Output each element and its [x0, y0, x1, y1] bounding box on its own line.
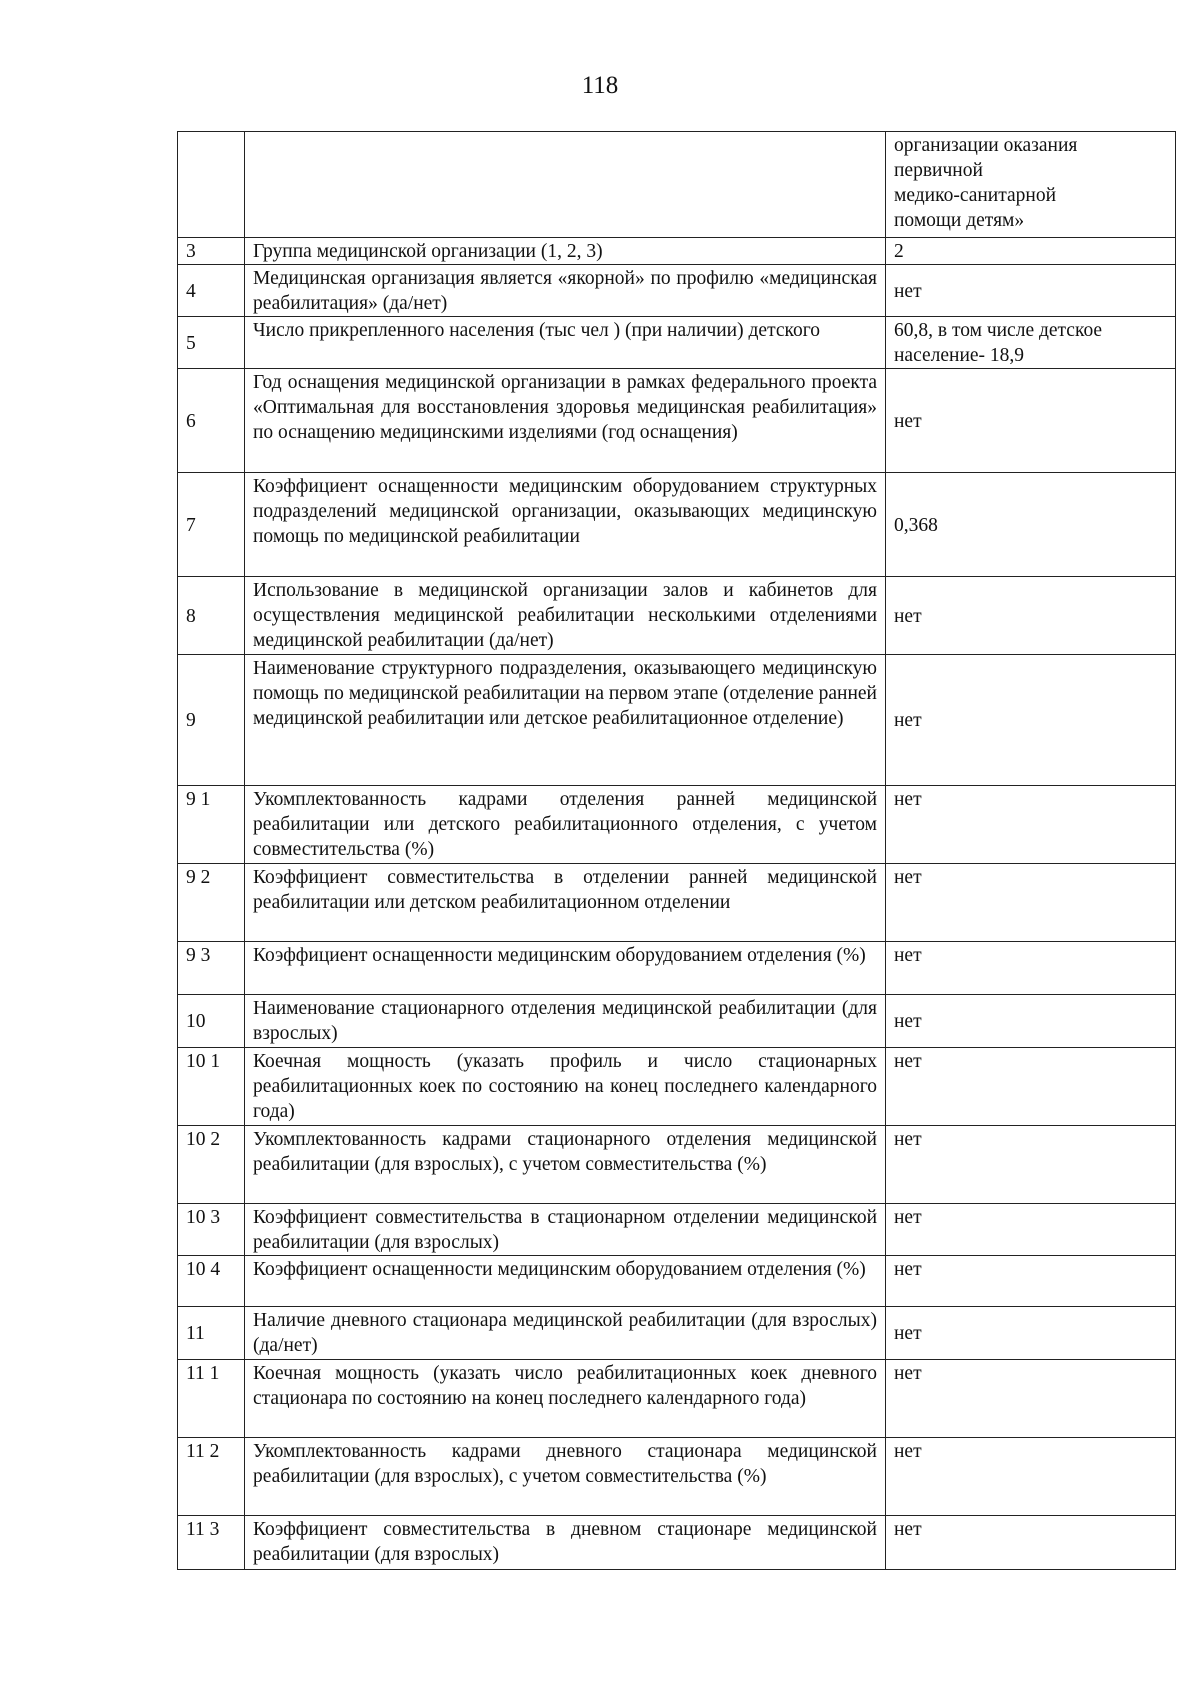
row-text: Использование в медицинской организации залов и кабинетов для осуществления медицинской реабилитации несколькими отделениями медицинской реабилитации (да/нет) [245, 577, 886, 655]
row-number: 9 2 [178, 864, 245, 942]
table-row [178, 1126, 1176, 1204]
row-value: 0,368 [886, 473, 1176, 577]
row-number: 10 2 [178, 1126, 245, 1204]
row-value: нет [886, 1438, 1176, 1516]
row-text: Медицинская организация является «якорной» по профилю «медицинская реабилитация» (да/нет) [245, 265, 886, 317]
row-number: 7 [178, 473, 245, 577]
row-value: нет [886, 1126, 1176, 1204]
row-number: 3 [178, 238, 245, 265]
table-row [178, 786, 1176, 864]
row-value: нет [886, 995, 1176, 1048]
row-value: нет [886, 1307, 1176, 1360]
row-number: 5 [178, 317, 245, 369]
table-row [178, 655, 1176, 786]
table-row [178, 317, 1176, 369]
row-text: Укомплектованность кадрами дневного стационара медицинской реабилитации (для взрослых), с учетом совместительства (%) [245, 1438, 886, 1516]
row-number: 11 [178, 1307, 245, 1360]
row-value: нет [886, 577, 1176, 655]
row-value: нет [886, 864, 1176, 942]
row-number: 10 [178, 995, 245, 1048]
row-number: 4 [178, 265, 245, 317]
row-number: 10 4 [178, 1256, 245, 1307]
row-text: Коэффициент оснащенности медицинским оборудованием отделения (%) [245, 942, 886, 995]
table-row [178, 864, 1176, 942]
row-value: 60,8, в том числе детское население- 18,9 [886, 317, 1176, 369]
table-row [178, 1048, 1176, 1126]
table-row [178, 1256, 1176, 1307]
row-value: нет [886, 1048, 1176, 1126]
row-number: 11 2 [178, 1438, 245, 1516]
data-table [177, 131, 1176, 1570]
table-row [178, 1438, 1176, 1516]
row-text: Наименование структурного подразделения, оказывающего медицинскую помощь по медицинской реабилитации на первом этапе (отделение ранней медицинской реабилитации или детское реабилитационное отделение) [245, 655, 886, 786]
row-number: 9 [178, 655, 245, 786]
table-row [178, 1516, 1176, 1570]
value-line: помощи детям» [894, 210, 1025, 231]
row-value: нет [886, 1516, 1176, 1570]
row-value: нет [886, 942, 1176, 995]
row-number: 8 [178, 577, 245, 655]
value-line: организации оказания [894, 135, 1078, 156]
row-value: нет [886, 1360, 1176, 1438]
table-row [178, 1307, 1176, 1360]
row-number: 9 1 [178, 786, 245, 864]
row-text: Укомплектованность кадрами отделения ранней медицинской реабилитации или детского реабилитационного отделения, с учетом совместительства (%) [245, 786, 886, 864]
row-value: нет [886, 786, 1176, 864]
row-text: Группа медицинской организации (1, 2, 3) [245, 238, 886, 265]
row-text: Коечная мощность (указать профиль и число стационарных реабилитационных коек по состоянию на конец последнего календарного года) [245, 1048, 886, 1126]
row-text: Коечная мощность (указать число реабилитационных коек дневного стационара по состоянию на конец последнего календарного года) [245, 1360, 886, 1438]
table-row [178, 265, 1176, 317]
row-number: 10 1 [178, 1048, 245, 1126]
row-value: нет [886, 1256, 1176, 1307]
row-text: Коэффициент совместительства в стационарном отделении медицинской реабилитации (для взрослых) [245, 1204, 886, 1256]
table-row [178, 369, 1176, 473]
table-row [178, 577, 1176, 655]
row-number: 11 1 [178, 1360, 245, 1438]
row-value: нет [886, 369, 1176, 473]
row-number: 11 3 [178, 1516, 245, 1570]
row-text-cell [245, 132, 886, 238]
value-line: медико-санитарной [894, 185, 1057, 206]
row-text: Наименование стационарного отделения медицинской реабилитации (для взрослых) [245, 995, 886, 1048]
row-text: Коэффициент совместительства в отделении ранней медицинской реабилитации или детском реабилитационном отделении [245, 864, 886, 942]
table-row [178, 473, 1176, 577]
table-row-header [178, 132, 1176, 238]
row-value-cell [886, 132, 1176, 238]
row-value: нет [886, 655, 1176, 786]
table-row [178, 238, 1176, 265]
row-text: Год оснащения медицинской организации в рамках федерального проекта «Оптимальная для восстановления здоровья медицинская реабилитация» по оснащению медицинскими изделиями (год оснащения) [245, 369, 886, 473]
table-row [178, 1360, 1176, 1438]
row-text: Наличие дневного стационара медицинской реабилитации (для взрослых) (да/нет) [245, 1307, 886, 1360]
row-value: 2 [886, 238, 1176, 265]
row-text: Коэффициент совместительства в дневном стационаре медицинской реабилитации (для взрослых) [245, 1516, 886, 1570]
table-row [178, 942, 1176, 995]
row-value: нет [886, 265, 1176, 317]
row-text: Укомплектованность кадрами стационарного отделения медицинской реабилитации (для взрослых), с учетом совместительства (%) [245, 1126, 886, 1204]
row-text: Коэффициент оснащенности медицинским оборудованием структурных подразделений медицинской организации, оказывающих медицинскую помощь по медицинской реабилитации [245, 473, 886, 577]
value-line: первичной [894, 160, 983, 181]
row-number-cell [178, 132, 245, 238]
table-row [178, 995, 1176, 1048]
page-number: 118 [581, 72, 619, 99]
row-number: 6 [178, 369, 245, 473]
table-row [178, 1204, 1176, 1256]
row-text: Коэффициент оснащенности медицинским оборудованием отделения (%) [245, 1256, 886, 1307]
row-number: 9 3 [178, 942, 245, 995]
row-value: нет [886, 1204, 1176, 1256]
row-text: Число прикрепленного населения (тыс чел ) (при наличии) детского [245, 317, 886, 369]
row-number: 10 3 [178, 1204, 245, 1256]
